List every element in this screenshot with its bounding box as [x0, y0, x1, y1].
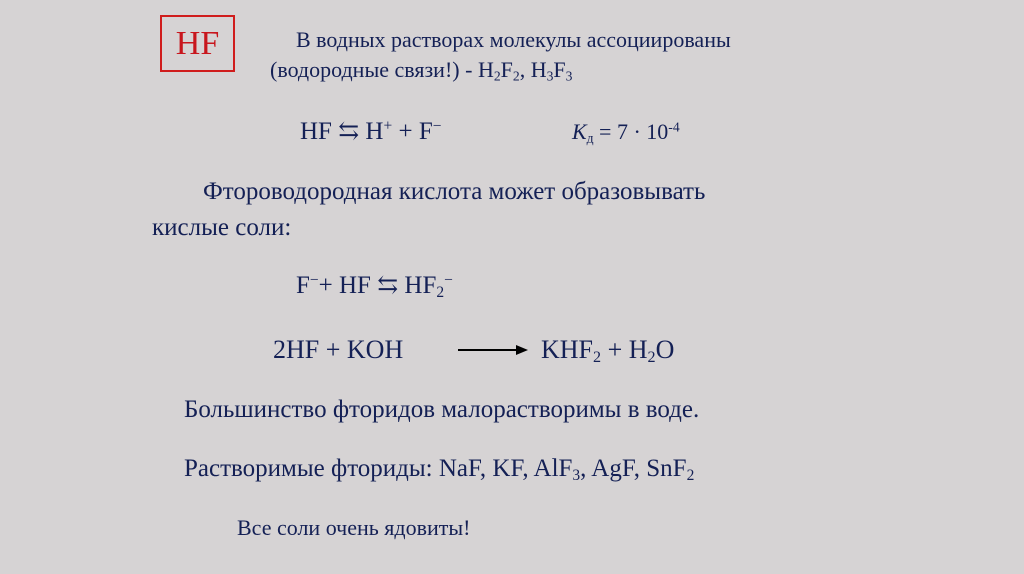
trimer-formula: $H_3F_3$: [530, 57, 573, 84]
dissociation-equation: HF ⇆ H+ + F−: [300, 117, 442, 145]
hf-title-box: HF: [160, 15, 235, 72]
dimer-formula: $H_2F_2$: [477, 57, 520, 84]
acid-salts-line-1: Фтороводородная кислота может образовывать: [203, 178, 706, 205]
bifluoride-equation: F−+ HF ⇆ $HF_2^-$: [296, 271, 453, 301]
intro-line-2-prefix: (водородные связи!) -: [270, 57, 478, 82]
intro-line-1: В водных растворах молекулы ассоциированы: [296, 27, 731, 52]
intro-line-2: (водородные связи!) - $H_2F_2$, $H_3F_3$: [270, 57, 573, 84]
toxic-note: Все соли очень ядовиты!: [237, 515, 471, 540]
acid-salts-line-2: кислые соли:: [152, 214, 292, 241]
reaction-right: $KHF_2 + H_2O$: [541, 335, 675, 367]
soluble-fluorides: Растворимые фториды: NaF, KF, AlF$_3$, AgF, SnF$_2$: [184, 455, 695, 484]
insoluble-fluorides: Большинство фторидов малорастворимы в воде.: [184, 396, 700, 423]
dissociation-constant: $К_д = 7 \cdot 10^{-4}$: [572, 119, 680, 146]
reaction-arrow: [458, 342, 528, 358]
reaction-left: 2HF + KOH: [273, 335, 404, 364]
